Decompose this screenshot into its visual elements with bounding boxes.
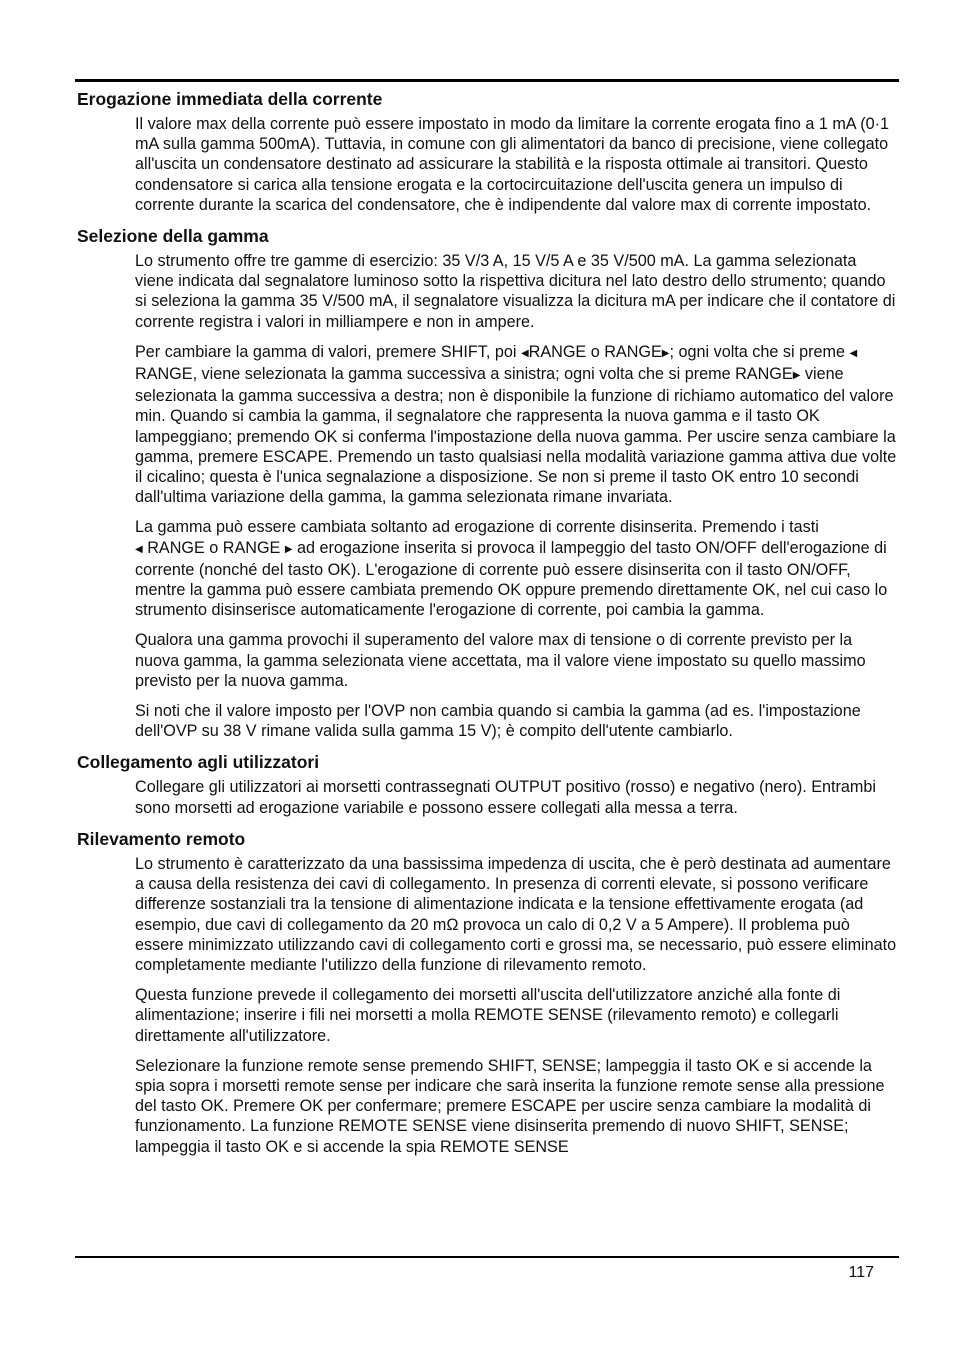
section-erogazione [77,88,899,215]
section-heading: Collegamento agli utilizzatori [77,752,320,773]
triangle-right-icon: ▶ [792,370,801,382]
paragraph: Il valore max della corrente può essere impostato in modo da limitare la corrente erogata fino a 1 mA (0·1 mA sulla gamma 500mA). Tuttavia, in comune con gli alimentatori da banco di precisione, viene collegato all'uscita un condensatore destinato ad assicurare la stabilità e la risposta ottimale ai transitori. Questo condensatore si carica alla tensione erogata e la cortocircuitazione dell'uscita genera un impulso di corrente durante la scarica del condensatore, che è indipendente dal valore max di corrente impostato. [135,115,889,214]
paragraph: Selezionare la funzione remote sense premendo SHIFT, SENSE; lampeggia il tasto OK e si accende la spia sopra i morsetti remote sense per indicare che sarà inserita la funzione remote sense alla pressione del tasto OK. Premere OK per confermare; premere ESCAPE per uscire senza cambiare la modalità di funzionamento. La funzione REMOTE SENSE viene disinserita premendo di nuovo SHIFT, SENSE; lampeggia il tasto OK e si accende la spia REMOTE SENSE [135,1056,885,1156]
page-number: 117 [848,1264,874,1281]
paragraph: Qualora una gamma provochi il superamento del valore max di tensione o di corrente previsto per la nuova gamma, la gamma selezionata viene accettata, ma il valore viene impostato su quello massimo previsto per la nuova gamma. [135,631,866,690]
section-collegamento [77,751,899,817]
section-heading: Rilevamento remoto [77,828,246,849]
paragraph: Collegare gli utilizzatori ai morsetti contrassegnati OUTPUT positivo (rosso) e negativo (nero). Entrambi sono morsetti ad erogazione variabile e possono essere collegati alla messa a terra. [135,778,877,817]
section-selezione-gamma [77,225,899,741]
triangle-left-icon: ◀ [135,543,143,555]
paragraph: Lo strumento è caratterizzato da una bassissima impedenza di uscita, che è però destinata ad aumentare a causa della resistenza dei cavi di collegamento. In presenza di correnti elevate, si possono verificare differenze sostanziali tra la tensione di alimentazione indicata e la tensione effettivamente erogata (ad esempio, due cavi di collegamento da 20 mΩ provoca un calo di 0,2 V a 5 Ampere). Il problema può essere minimizzato utilizzando cavi di collegamento corti e grossi ma, se necessario, può essere eliminato completamente mediante l'utilizzo della funzione di rilevamento remoto. [135,854,897,974]
bottom-rule [75,1256,899,1258]
paragraph: Si noti che il valore imposto per l'OVP non cambia quando si cambia la gamma (ad es. l'impostazione dell'OVP su 38 V rimane valida sulla gamma 15 V); è compito dell'utente cambiarlo. [135,702,861,741]
section-heading: Erogazione immediata della corrente [77,89,383,109]
paragraph-output-off: La gamma può essere cambiata soltanto ad erogazione di corrente disinserita. Premendo i tasti ◀ RANGE o RANGE ▶ ad erogazione inserita si provoca il lampeggio del tasto ON/OFF dell'erogazione di corrente (nonché del tasto OK). L'erogazione di corrente può essere disinserita con il tasto ON/OFF, mentre la gamma può essere cambiata premendo OK oppure premendo direttamente OK, nel cui caso lo strumento disinserisce automaticamente l'erogazione di corrente, poi cambia la gamma. [135,518,888,620]
triangle-right-icon: ▶ [284,543,293,555]
triangle-right-icon: ▶ [661,347,670,359]
paragraph-range-keys: Per cambiare la gamma di valori, premere SHIFT, poi ◀RANGE o RANGE▶; ogni volta che si preme ◀RANGE, viene selezionata la gamma successiva a sinistra; ogni volta che si preme RANGE▶ viene selezionata la gamma successiva a destra; non è disponibile la funzione di richiamo automatico del valore min. Quando si cambia la gamma, il segnalatore che rappresenta la nuova gamma e il tasto OK lampeggiano; premendo OK si conferma l'impostazione della nuova gamma. Per uscire senza cambiare la gamma, premere ESCAPE. Premendo un tasto qualsiasi nella modalità variazione gamma attiva due volte il cicalino; questa è l'unica segnalazione a disposizione. Se non si preme il tasto OK entro 10 secondi dall'ultima variazione della gamma, la gamma selezionata rimane invariata. [135,342,897,507]
triangle-left-icon: ◀ [849,347,858,359]
paragraph: Lo strumento offre tre gamme di esercizio: 35 V/3 A, 15 V/5 A e 35 V/500 mA. La gamma selezionata viene indicata dal segnalatore luminoso sotto la rispettiva dicitura nel lato destro dello strumento; quando si seleziona la gamma 35 V/500 mA, il segnalatore visualizza la dicitura mA per indicare che il contatore di corrente registra i valori in milliampere e non in ampere. [135,252,896,331]
section-heading: Selezione della gamma [77,226,269,247]
top-rule [75,79,899,82]
section-rilevamento-remoto [77,828,899,1157]
page-content [77,88,899,1167]
triangle-left-icon: ◀ [520,347,529,359]
paragraph: Questa funzione prevede il collegamento dei morsetti all'uscita dell'utilizzatore anziché alla fonte di alimentazione; inserire i fili nei morsetti a molla REMOTE SENSE (rilevamento remoto) e collegarli direttamente all'utilizzatore. [135,986,841,1045]
